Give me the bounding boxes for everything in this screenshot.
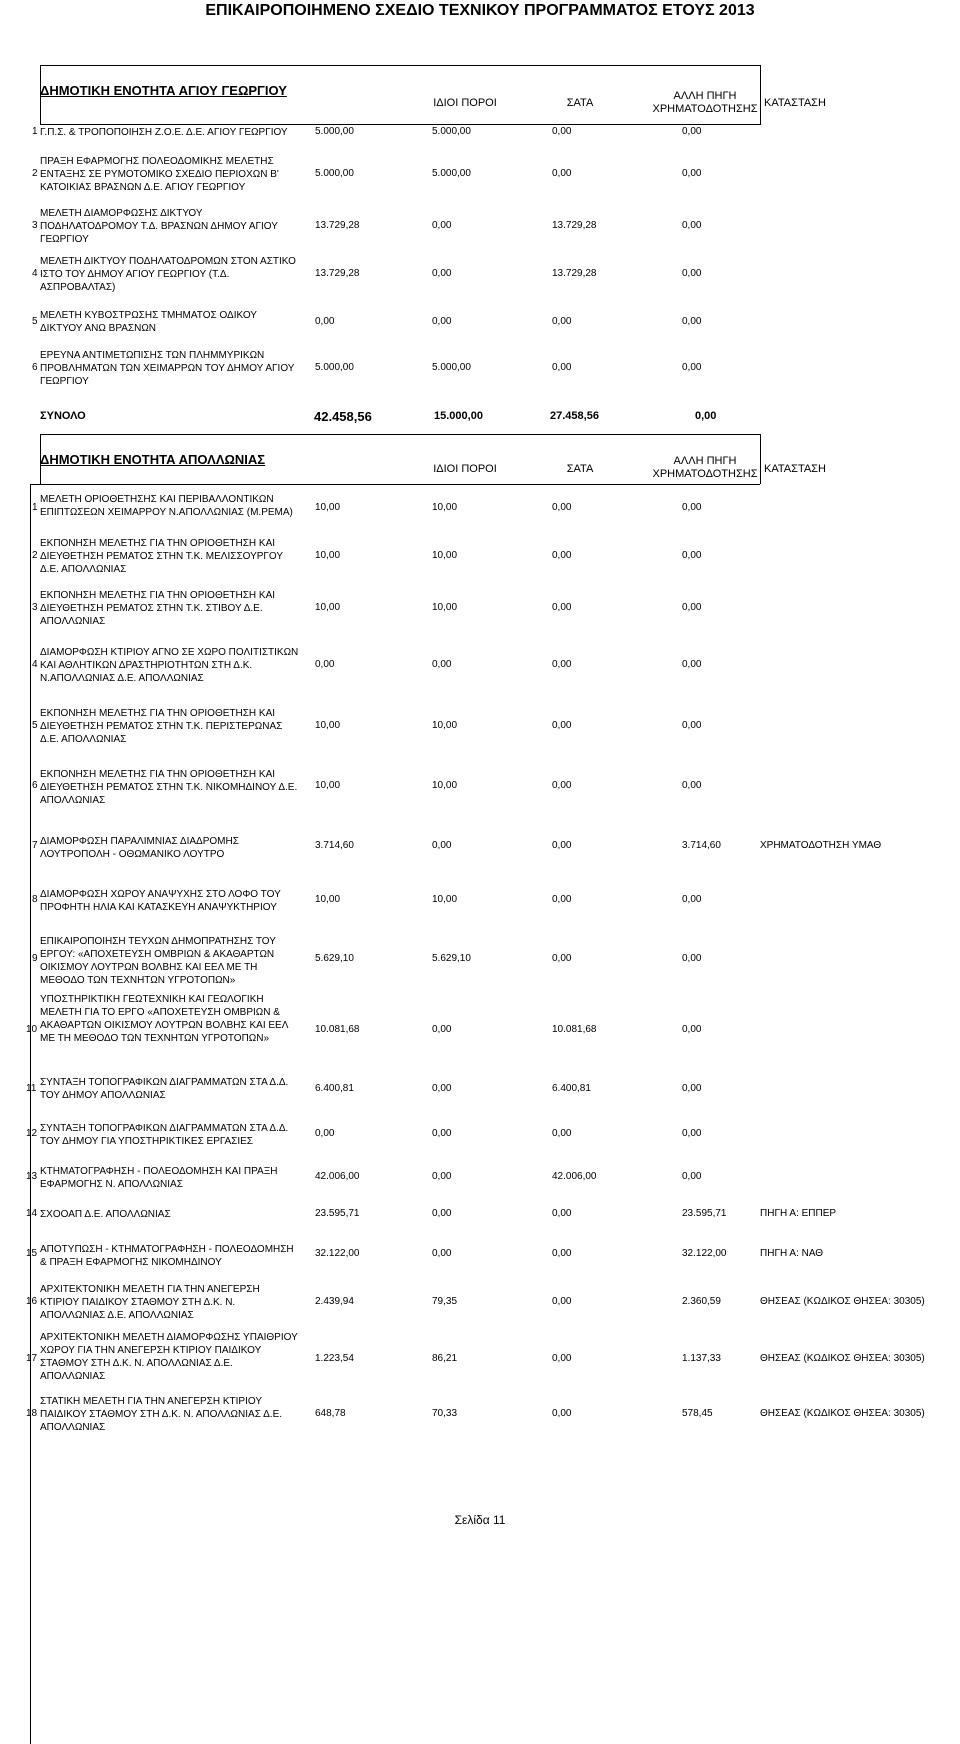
row-status: ΘΗΣΕΑΣ (ΚΩΔΙΚΟΣ ΘΗΣΕΑ: 30305): [760, 1296, 925, 1307]
row-number: 2: [32, 550, 38, 561]
row-number: 12: [26, 1128, 38, 1139]
row-number: 8: [32, 894, 38, 905]
row-total: 23.595,71: [315, 1208, 360, 1219]
row-total: 0,00: [315, 316, 335, 327]
row-description: ΕΚΠΟΝΗΣΗ ΜΕΛΕΤΗΣ ΓΙΑ ΤΗΝ ΟΡΙΟΘΕΤΗΣΗ ΚΑΙ ΔΙΕΥΘΕΤΗΣΗ ΡΕΜΑΤΟΣ ΣΤΗΝ Τ.Κ. ΣΤΙΒΟΥ Δ.Ε. ΑΠΟΛΛΩΝΙΑΣ: [40, 590, 276, 627]
row-own: 0,00: [432, 1248, 452, 1259]
row-own: 79,35: [432, 1296, 458, 1307]
row-status: ΠΗΓΗ Α: ΝΑΘ: [760, 1248, 824, 1259]
header-other-source: ΑΛΛΗ ΠΗΓΗ ΧΡΗΜΑΤΟΔΟΤΗΣΗΣ: [652, 455, 758, 480]
row-other: 0,00: [682, 953, 702, 964]
page-footer: Σελίδα 11: [454, 1513, 506, 1527]
row-total: 3.714,60: [315, 840, 354, 851]
row-total: 13.729,28: [315, 268, 360, 279]
row-own: 5.629,10: [432, 953, 471, 964]
row-sata: 42.006,00: [552, 1171, 597, 1182]
row-description: ΠΡΑΞΗ ΕΦΑΡΜΟΓΗΣ ΠΟΛΕΟΔΟΜΙΚΗΣ ΜΕΛΕΤΗΣ ΕΝΤΑΞΗΣ ΣΕ ΡΥΜΟΤΟΜΙΚΟ ΣΧΕΔΙΟ ΠΕΡΙΟΧΩΝ Β' ΚΑΤΟΙΚΙΑΣ ΒΡΑΣΝΩΝ Δ.Ε. ΑΓΙΟΥ ΓΕΩΡΓΙΟΥ: [40, 156, 279, 193]
row-description: ΚΤΗΜΑΤΟΓΡΑΦΗΣΗ - ΠΟΛΕΟΔΟΜΗΣΗ ΚΑΙ ΠΡΑΞΗ ΕΦΑΡΜΟΓΗΣ Ν. ΑΠΟΛΛΩΝΙΑΣ: [40, 1166, 278, 1190]
row-description: ΣΧΟΟΑΠ Δ.Ε. ΑΠΟΛΛΩΝΙΑΣ: [40, 1209, 171, 1220]
row-sata: 0,00: [552, 840, 572, 851]
row-own: 70,33: [432, 1408, 458, 1419]
total-sata: 27.458,56: [550, 410, 599, 422]
row-total: 13.729,28: [315, 220, 360, 231]
row-number: 10: [26, 1024, 38, 1035]
row-total: 10,00: [315, 894, 341, 905]
row-number: 5: [32, 316, 38, 327]
row-number: 14: [26, 1208, 38, 1219]
row-number: 2: [32, 168, 38, 179]
row-other: 3.714,60: [682, 840, 721, 851]
header-own-resources: ΙΔΙΟΙ ΠΟΡΟΙ: [433, 97, 497, 109]
row-description: ΕΚΠΟΝΗΣΗ ΜΕΛΕΤΗΣ ΓΙΑ ΤΗΝ ΟΡΙΟΘΕΤΗΣΗ ΚΑΙ ΔΙΕΥΘΕΤΗΣΗ ΡΕΜΑΤΟΣ ΣΤΗΝ Τ.Κ. ΝΙΚΟΜΗΔΙΝΟΥ Δ.Ε. ΑΠΟΛΛΩΝΙΑΣ: [40, 769, 298, 806]
row-own: 0,00: [432, 316, 452, 327]
row-sata: 0,00: [552, 168, 572, 179]
row-total: 0,00: [315, 659, 335, 670]
row-number: 3: [32, 220, 38, 231]
row-description: ΕΚΠΟΝΗΣΗ ΜΕΛΕΤΗΣ ΓΙΑ ΤΗΝ ΟΡΙΟΘΕΤΗΣΗ ΚΑΙ ΔΙΕΥΘΕΤΗΣΗ ΡΕΜΑΤΟΣ ΣΤΗΝ Τ.Κ. ΠΕΡΙΣΤΕΡΩΝΑΣ Δ.Ε. ΑΠΟΛΛΩΝΙΑΣ: [40, 708, 283, 745]
row-description: ΕΚΠΟΝΗΣΗ ΜΕΛΕΤΗΣ ΓΙΑ ΤΗΝ ΟΡΙΟΘΕΤΗΣΗ ΚΑΙ ΔΙΕΥΘΕΤΗΣΗ ΡΕΜΑΤΟΣ ΣΤΗΝ Τ.Κ. ΜΕΛΙΣΣΟΥΡΓΟΥ Δ.Ε. ΑΠΟΛΛΩΝΙΑΣ: [40, 538, 283, 575]
row-total: 32.122,00: [315, 1248, 360, 1259]
row-number: 6: [32, 780, 38, 791]
row-other: 2.360,59: [682, 1296, 721, 1307]
row-number: 13: [26, 1171, 38, 1182]
row-own: 10,00: [432, 602, 458, 613]
row-other: 0,00: [682, 168, 702, 179]
row-total: 10,00: [315, 602, 341, 613]
row-status: ΧΡΗΜΑΤΟΔΟΤΗΣΗ ΥΜΑΘ: [760, 840, 882, 851]
row-sata: 13.729,28: [552, 220, 597, 231]
total-label: ΣΥΝΟΛΟ: [40, 410, 86, 422]
row-total: 10,00: [315, 550, 341, 561]
header-sata: ΣΑΤΑ: [566, 97, 594, 109]
section-title-apollonia: ΔΗΜΟΤΙΚΗ ΕΝΟΤΗΤΑ ΑΠΟΛΛΩΝΙΑΣ: [40, 452, 266, 467]
row-own: 0,00: [432, 659, 452, 670]
row-own: 10,00: [432, 502, 458, 513]
row-sata: 6.400,81: [552, 1083, 591, 1094]
row-total: 5.000,00: [315, 126, 354, 137]
table-border: [40, 124, 760, 125]
row-description: ΜΕΛΕΤΗ ΚΥΒΟΣΤΡΩΣΗΣ ΤΜΗΜΑΤΟΣ ΟΔΙΚΟΥ ΔΙΚΤΥΟΥ ΑΝΩ ΒΡΑΣΝΩΝ: [40, 310, 257, 334]
row-number: 6: [32, 362, 38, 373]
row-description: ΔΙΑΜΟΡΦΩΣΗ ΧΩΡΟΥ ΑΝΑΨΥΧΗΣ ΣΤΟ ΛΟΦΟ ΤΟΥ ΠΡΟΦΗΤΗ ΗΛΙΑ ΚΑΙ ΚΑΤΑΣΚΕΥΗ ΑΝΑΨΥΚΤΗΡΙΟΥ: [40, 889, 281, 913]
row-other: 578,45: [682, 1408, 713, 1419]
row-sata: 0,00: [552, 362, 572, 373]
row-other: 1.137,33: [682, 1353, 721, 1364]
row-number: 18: [26, 1408, 38, 1419]
row-description: ΣΥΝΤΑΞΗ ΤΟΠΟΓΡΑΦΙΚΩΝ ΔΙΑΓΡΑΜΜΑΤΩΝ ΣΤΑ Δ.Δ. ΤΟΥ ΔΗΜΟΥ ΓΙΑ ΥΠΟΣΤΗΡΙΚΤΙΚΕΣ ΕΡΓΑΣΙΕΣ: [40, 1123, 289, 1147]
row-other: 0,00: [682, 502, 702, 513]
row-own: 0,00: [432, 1024, 452, 1035]
row-description: ΥΠΟΣΤΗΡΙΚΤΙΚΗ ΓΕΩΤΕΧΝΙΚΗ ΚΑΙ ΓΕΩΛΟΓΙΚΗ ΜΕΛΕΤΗ ΓΙΑ ΤΟ ΕΡΓΟ «ΑΠΟΧΕΤΕΥΣΗ ΟΜΒΡΙΩΝ & ΑΚΑΘΑΡΤΩΝ ΟΙΚΙΣΜΟΥ ΛΟΥΤΡΩΝ ΒΟΛΒΗΣ ΚΑΙ ΕΕΛ ΜΕ ΤΗ ΜΕΘΟΔΟ ΤΩΝ ΤΕΧΝΗΤΩΝ ΥΓΡΟΤΟΠΩΝ»: [40, 994, 288, 1044]
row-number: 11: [26, 1083, 37, 1094]
row-own: 5.000,00: [432, 126, 471, 137]
row-other: 0,00: [682, 1083, 702, 1094]
row-total: 5.629,10: [315, 953, 354, 964]
row-other: 0,00: [682, 268, 702, 279]
row-description: ΣΥΝΤΑΞΗ ΤΟΠΟΓΡΑΦΙΚΩΝ ΔΙΑΓΡΑΜΜΑΤΩΝ ΣΤΑ Δ.Δ. ΤΟΥ ΔΗΜΟΥ ΑΠΟΛΛΩΝΙΑΣ: [40, 1077, 289, 1101]
row-number: 17: [26, 1353, 38, 1364]
row-number: 16: [26, 1296, 38, 1307]
row-description: ΣΤΑΤΙΚΗ ΜΕΛΕΤΗ ΓΙΑ ΤΗΝ ΑΝΕΓΕΡΣΗ ΚΤΙΡΙΟΥ ΠΑΙΔΙΚΟΥ ΣΤΑΘΜΟΥ ΣΤΗ Δ.Κ. Ν. ΑΠΟΛΛΩΝΙΑΣ Δ.Ε. ΑΠΟΛΛΩΝΙΑΣ: [40, 1396, 283, 1433]
row-own: 0,00: [432, 1208, 452, 1219]
row-sata: 0,00: [552, 1353, 572, 1364]
row-other: 0,00: [682, 1171, 702, 1182]
row-total: 42.006,00: [315, 1171, 360, 1182]
row-total: 1.223,54: [315, 1353, 354, 1364]
header-other-source: ΑΛΛΗ ΠΗΓΗ ΧΡΗΜΑΤΟΔΟΤΗΣΗΣ: [652, 90, 758, 115]
row-status: ΘΗΣΕΑΣ (ΚΩΔΙΚΟΣ ΘΗΣΕΑ: 30305): [760, 1353, 925, 1364]
row-description: ΜΕΛΕΤΗ ΔΙΚΤΥΟΥ ΠΟΔΗΛΑΤΟΔΡΟΜΩΝ ΣΤΟΝ ΑΣΤΙΚΟ ΙΣΤΟ ΤΟΥ ΔΗΜΟΥ ΑΓΙΟΥ ΓΕΩΡΓΙΟΥ (Τ.Δ. ΑΣΠΡΟΒΑΛΤΑΣ): [40, 256, 296, 293]
table-border: [40, 434, 760, 435]
row-status: ΠΗΓΗ Α: ΕΠΠΕΡ: [760, 1208, 837, 1219]
page-title: ΕΠΙΚΑΙΡΟΠΟΙΗΜΕΝΟ ΣΧΕΔΙΟ ΤΕΧΝΙΚΟΥ ΠΡΟΓΡΑΜΜΑΤΟΣ ΕΤΟΥΣ 2013: [205, 2, 755, 19]
row-other: 0,00: [682, 602, 702, 613]
row-total: 10,00: [315, 720, 341, 731]
row-description: ΜΕΛΕΤΗ ΟΡΙΟΘΕΤΗΣΗΣ ΚΑΙ ΠΕΡΙΒΑΛΛΟΝΤΙΚΩΝ ΕΠΙΠΤΩΣΕΩΝ ΧΕΙΜΑΡΡΟΥ Ν.ΑΠΟΛΛΩΝΙΑΣ (Μ.ΡΕΜΑ): [40, 494, 293, 518]
row-sata: 0,00: [552, 720, 572, 731]
row-total: 6.400,81: [315, 1083, 354, 1094]
row-other: 0,00: [682, 720, 702, 731]
row-description: ΕΡΕΥΝΑ ΑΝΤΙΜΕΤΩΠΙΣΗΣ ΤΩΝ ΠΛΗΜΜΥΡΙΚΩΝ ΠΡΟΒΛΗΜΑΤΩΝ ΤΩΝ ΧΕΙΜΑΡΡΩΝ ΤΟΥ ΔΗΜΟΥ ΑΓΙΟΥ ΓΕΩΡΓΙΟΥ: [40, 350, 295, 387]
row-description: ΔΙΑΜΟΡΦΩΣΗ ΠΑΡΑΛΙΜΝΙΑΣ ΔΙΑΔΡΟΜΗΣ ΛΟΥΤΡΟΠΟΛΗ - ΟΘΩΜΑΝΙΚΟ ΛΟΥΤΡΟ: [40, 836, 239, 860]
row-number: 5: [32, 720, 38, 731]
row-sata: 0,00: [552, 550, 572, 561]
row-sata: 0,00: [552, 316, 572, 327]
row-number: 4: [32, 659, 38, 670]
section-title-agios-georgios: ΔΗΜΟΤΙΚΗ ΕΝΟΤΗΤΑ ΑΓΙΟΥ ΓΕΩΡΓΙΟΥ: [40, 83, 287, 98]
row-own: 5.000,00: [432, 362, 471, 373]
row-own: 10,00: [432, 550, 458, 561]
row-other: 0,00: [682, 780, 702, 791]
row-own: 0,00: [432, 220, 452, 231]
row-description: ΔΙΑΜΟΡΦΩΣΗ ΚΤΙΡΙΟΥ ΑΓΝΟ ΣΕ ΧΩΡΟ ΠΟΛΙΤΙΣΤΙΚΩΝ ΚΑΙ ΑΘΛΗΤΙΚΩΝ ΔΡΑΣΤΗΡΙΟΤΗΤΩΝ ΣΤΗ Δ.Κ. Ν.ΑΠΟΛΛΩΝΙΑΣ Δ.Ε. ΑΠΟΛΛΩΝΙΑΣ: [40, 647, 299, 684]
row-sata: 0,00: [552, 659, 572, 670]
row-own: 0,00: [432, 1083, 452, 1094]
table-border: [30, 484, 31, 1744]
row-number: 15: [26, 1248, 38, 1259]
row-sata: 0,00: [552, 1296, 572, 1307]
row-total: 2.439,94: [315, 1296, 354, 1307]
total-value: 42.458,56: [314, 409, 372, 424]
row-own: 10,00: [432, 720, 458, 731]
row-number: 9: [32, 953, 38, 964]
row-other: 0,00: [682, 1024, 702, 1035]
row-number: 1: [32, 502, 38, 513]
row-own: 86,21: [432, 1353, 458, 1364]
row-sata: 0,00: [552, 1208, 572, 1219]
row-other: 0,00: [682, 220, 702, 231]
row-sata: 0,00: [552, 894, 572, 905]
row-sata: 0,00: [552, 1128, 572, 1139]
header-status: ΚΑΤΑΣΤΑΣΗ: [764, 97, 826, 109]
row-number: 7: [32, 840, 38, 851]
row-sata: 10.081,68: [552, 1024, 597, 1035]
row-description: Γ.Π.Σ. & ΤΡΟΠΟΠΟΙΗΣΗ Ζ.Ο.Ε. Δ.Ε. ΑΓΙΟΥ ΓΕΩΡΓΙΟΥ: [40, 127, 288, 138]
row-own: 0,00: [432, 1128, 452, 1139]
header-sata: ΣΑΤΑ: [566, 463, 594, 475]
row-own: 10,00: [432, 780, 458, 791]
row-status: ΘΗΣΕΑΣ (ΚΩΔΙΚΟΣ ΘΗΣΕΑ: 30305): [760, 1408, 925, 1419]
row-total: 10.081,68: [315, 1024, 360, 1035]
row-own: 10,00: [432, 894, 458, 905]
row-description: ΕΠΙΚΑΙΡΟΠΟΙΗΣΗ ΤΕΥΧΩΝ ΔΗΜΟΠΡΑΤΗΣΗΣ ΤΟΥ ΕΡΓΟΥ: «ΑΠΟΧΕΤΕΥΣΗ ΟΜΒΡΙΩΝ & ΑΚΑΘΑΡΤΩΝ ΟΙΚΙΣΜΟΥ ΛΟΥΤΡΩΝ ΒΟΛΒΗΣ ΚΑΙ ΕΕΛ ΜΕ ΤΗ ΜΕΘΟΔΟ ΤΩΝ ΤΕΧΝΗΤΩΝ ΥΓΡΟΤΟΠΩΝ»: [40, 936, 276, 986]
row-other: 23.595,71: [682, 1208, 727, 1219]
total-other: 0,00: [695, 410, 717, 422]
row-sata: 0,00: [552, 1408, 572, 1419]
row-own: 5.000,00: [432, 168, 471, 179]
row-own: 0,00: [432, 840, 452, 851]
header-status: ΚΑΤΑΣΤΑΣΗ: [764, 463, 826, 475]
row-number: 1: [32, 126, 38, 137]
row-sata: 0,00: [552, 126, 572, 137]
total-own: 15.000,00: [434, 410, 483, 422]
row-other: 0,00: [682, 1128, 702, 1139]
row-total: 10,00: [315, 502, 341, 513]
row-total: 5.000,00: [315, 168, 354, 179]
row-number: 4: [32, 268, 38, 279]
row-other: 0,00: [682, 362, 702, 373]
row-own: 0,00: [432, 268, 452, 279]
row-description: ΑΡΧΙΤΕΚΤΟΝΙΚΗ ΜΕΛΕΤΗ ΔΙΑΜΟΡΦΩΣΗΣ ΥΠΑΙΘΡΙΟΥ ΧΩΡΟΥ ΓΙΑ ΤΗΝ ΑΝΕΓΕΡΣΗ ΚΤΙΡΙΟΥ ΠΑΙΔΙΚΟΥ ΣΤΑΘΜΟΥ ΣΤΗ Δ.Κ. Ν. ΑΠΟΛΛΩΝΙΑΣ Δ.Ε. ΑΠΟΛΛΩΝΙΑΣ: [40, 1332, 298, 1382]
table-border: [40, 65, 760, 66]
row-sata: 0,00: [552, 1248, 572, 1259]
row-total: 5.000,00: [315, 362, 354, 373]
row-other: 0,00: [682, 126, 702, 137]
row-sata: 0,00: [552, 502, 572, 513]
header-own-resources: ΙΔΙΟΙ ΠΟΡΟΙ: [433, 463, 497, 475]
row-total: 648,78: [315, 1408, 346, 1419]
row-description: ΑΡΧΙΤΕΚΤΟΝΙΚΗ ΜΕΛΕΤΗ ΓΙΑ ΤΗΝ ΑΝΕΓΕΡΣΗ ΚΤΙΡΙΟΥ ΠΑΙΔΙΚΟΥ ΣΤΑΘΜΟΥ ΣΤΗ Δ.Κ. Ν. ΑΠΟΛΛΩΝΙΑΣ Δ.Ε. ΑΠΟΛΛΩΝΙΑΣ: [40, 1284, 260, 1321]
row-own: 0,00: [432, 1171, 452, 1182]
row-other: 0,00: [682, 894, 702, 905]
row-sata: 0,00: [552, 602, 572, 613]
row-other: 0,00: [682, 316, 702, 327]
row-number: 3: [32, 602, 38, 613]
row-sata: 13.729,28: [552, 268, 597, 279]
row-total: 10,00: [315, 780, 341, 791]
row-sata: 0,00: [552, 780, 572, 791]
row-description: ΜΕΛΕΤΗ ΔΙΑΜΟΡΦΩΣΗΣ ΔΙΚΤΥΟΥ ΠΟΔΗΛΑΤΟΔΡΟΜΟΥ Τ.Δ. ΒΡΑΣΝΩΝ ΔΗΜΟΥ ΑΓΙΟΥ ΓΕΩΡΓΙΟΥ: [40, 208, 278, 245]
row-other: 0,00: [682, 550, 702, 561]
row-description: ΑΠΟΤΥΠΩΣΗ - ΚΤΗΜΑΤΟΓΡΑΦΗΣΗ - ΠΟΛΕΟΔΟΜΗΣΗ & ΠΡΑΞΗ ΕΦΑΡΜΟΓΗΣ ΝΙΚΟΜΗΔΙΝΟΥ: [40, 1244, 294, 1268]
row-total: 0,00: [315, 1128, 335, 1139]
row-sata: 0,00: [552, 953, 572, 964]
table-border: [30, 484, 760, 485]
row-other: 32.122,00: [682, 1248, 727, 1259]
row-other: 0,00: [682, 659, 702, 670]
